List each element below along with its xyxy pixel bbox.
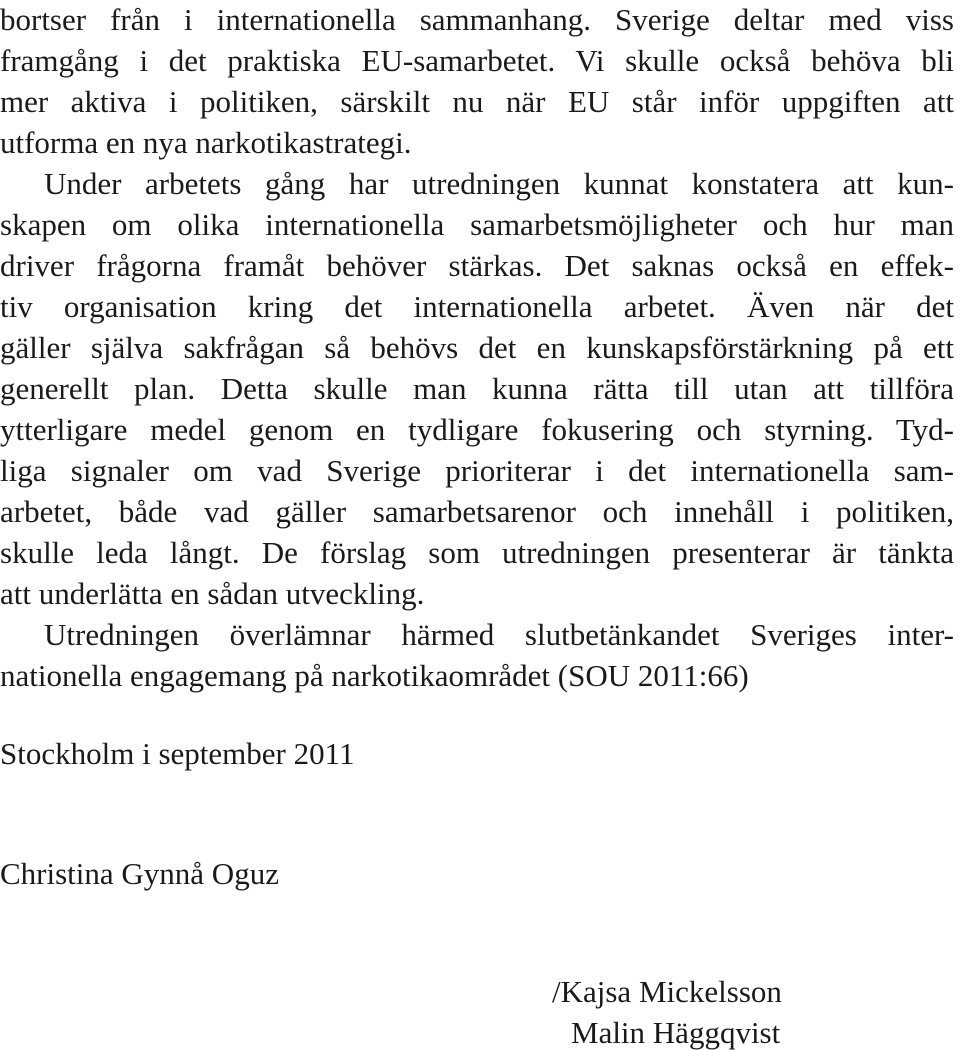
paragraph-1-line-4: utforma en nya narkotikastrategi. [0,125,412,160]
paragraph-2-line-2: skapen om olika internationella samarbetsmöjligheter och hur man [0,207,954,242]
paragraph-2-line-4: tiv organisation kring det internationella arbetet. Även när det [0,289,954,324]
place-date: Stockholm i september 2011 [0,736,355,771]
paragraph-2-line-8: liga signaler om vad Sverige prioriterar i det internationella sam- [0,453,954,488]
paragraph-2-line-7: ytterligare medel genom en tydligare fokusering och styrning. Tyd- [0,412,954,447]
paragraph-2-line-9: arbetet, både vad gäller samarbetsarenor och innehåll i politiken, [0,494,954,529]
paragraph-2-line-3: driver frågorna framåt behöver stärkas. Det saknas också en effek- [0,248,954,283]
paragraph-3-line-2: nationella engagemang på narkotikaområdet (SOU 2011:66) [0,658,749,693]
paragraph-1-line-2: framgång i det praktiska EU-samarbetet. Vi skulle också behöva bli [0,43,954,78]
paragraph-2-line-10: skulle leda långt. De förslag som utredningen presenterar är tänkta [0,535,954,570]
secretary-line-1: /Kajsa Mickelsson [552,974,782,1009]
signatory-name: Christina Gynnå Oguz [0,856,279,891]
paragraph-1-line-1: bortser från i internationella sammanhang. Sverige deltar med viss [0,2,954,37]
secretary-line-2: Malin Häggqvist [571,1015,781,1050]
paragraph-2-line-6: generellt plan. Detta skulle man kunna rätta till utan att tillföra [0,371,954,406]
paragraph-2-line-1: Under arbetets gång har utredningen kunnat konstatera att kun- [44,166,954,201]
paragraph-3-line-1: Utredningen överlämnar härmed slutbetänkandet Sveriges inter- [44,617,954,652]
paragraph-1-line-3: mer aktiva i politiken, särskilt nu när EU står inför uppgiften att [0,84,954,119]
paragraph-2-line-5: gäller själva sakfrågan så behövs det en kunskapsförstärkning på ett [0,330,954,365]
paragraph-2-line-11: att underlätta en sådan utveckling. [0,576,425,611]
